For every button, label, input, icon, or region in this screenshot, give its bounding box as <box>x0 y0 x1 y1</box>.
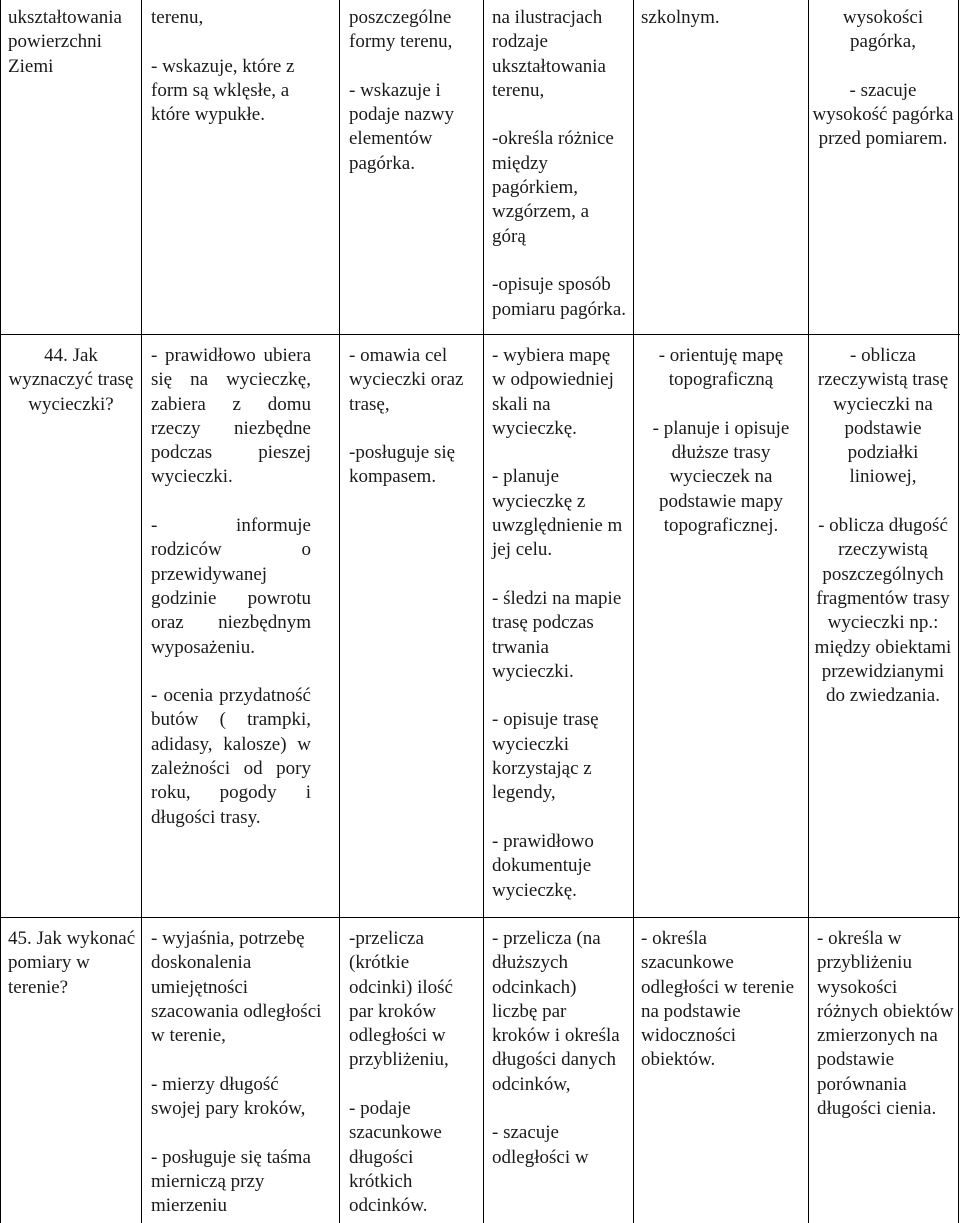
requirement-cell-beyond: - określa w przybliżeniu wysokości różnych obiektów zmierzonych na podstawie porównania długości cienia. <box>817 928 954 1120</box>
requirement-cell-beyond: wysokości pagórka, - szacuje wysokość pagórka przed pomiarem. <box>812 7 954 150</box>
requirement-cell-basic: - wyjaśnia, potrzebę doskonalenia umiejętności szacowania odległości w terenie, - mierzy długość swojej pary kroków, - posługuje się taśma mierniczą przy mierzeniu <box>151 928 322 1217</box>
requirement-cell-essential: - omawia cel wycieczki oraz trasę, -posługuje się kompasem. <box>349 345 464 488</box>
requirement-cell-complete: - określa szacunkowe odległości w terenie na podstawie widoczności obiektów. <box>641 928 795 1071</box>
table-border-right <box>958 0 959 1223</box>
row-divider <box>0 334 960 335</box>
table-border-left <box>0 0 1 1223</box>
topic-cell: 44. Jak wyznaczyć trasę wycieczki? <box>8 345 134 415</box>
requirement-cell-extended: na ilustracjach rodzaje ukształtowania terenu, -określa różnice między pagórkiem, wzgórzem, a górą -opisuje sposób pomiaru pagórka. <box>492 7 627 320</box>
topic-cell: 45. Jak wykonać pomiary w terenie? <box>8 928 136 998</box>
requirement-cell-essential: poszczególne formy terenu, - wskazuje i podaje nazwy elementów pagórka. <box>349 7 454 174</box>
row-divider <box>0 917 960 918</box>
requirement-cell-extended: - wybiera mapę w odpowiedniej skali na wycieczkę. - planuje wycieczkę z uwzględnienie m jej celu. - śledzi na mapie trasę podczas trwania wycieczki. - opisuje trasę wycieczki korzystając z legendy, - prawidłowo dokumentuje wycieczkę. <box>492 345 623 901</box>
requirement-cell-beyond: - oblicza rzeczywistą trasę wycieczki na podstawie podziałki liniowej, - oblicza długość rzeczywistą poszczególnych fragmentów trasy wycieczki np.: między obiektami przewidzianymi do zwiedzania. <box>814 345 952 707</box>
column-divider <box>483 0 484 1223</box>
requirement-cell-extended: - przelicza (na dłuższych odcinkach) liczbę par kroków i określa długości danych odcinków, - szacuje odległości w <box>492 928 620 1168</box>
column-divider <box>339 0 340 1223</box>
requirement-cell-complete: szkolnym. <box>641 7 720 28</box>
column-divider <box>141 0 142 1223</box>
column-divider <box>808 0 809 1223</box>
topic-cell: ukształtowania powierzchni Ziemi <box>8 7 122 77</box>
requirement-cell-basic: terenu, - wskazuje, które z form są wklęsłe, a które wypukłe. <box>151 7 295 126</box>
requirement-cell-complete: - orientuję mapę topograficzną - planuje i opisuje dłuższe trasy wycieczek na podstawie mapy topograficznej. <box>652 345 790 537</box>
column-divider <box>633 0 634 1223</box>
requirement-cell-basic: - prawidłowo ubiera się na wycieczkę, zabiera z domu rzeczy niezbędne podczas pieszej wycieczki. - informuje rodziców o przewidywanej godzinie powrotu oraz niezbędnym wyposażeniu. - ocenia przydatność butów ( trampki, adidasy, kalosze) w zależności od pory roku, pogody i długości trasy. <box>151 345 311 828</box>
requirement-cell-essential: -przelicza (krótkie odcinki) ilość par kroków odległości w przybliżeniu, - podaje szacunkowe długości krótkich odcinków. <box>349 928 453 1217</box>
